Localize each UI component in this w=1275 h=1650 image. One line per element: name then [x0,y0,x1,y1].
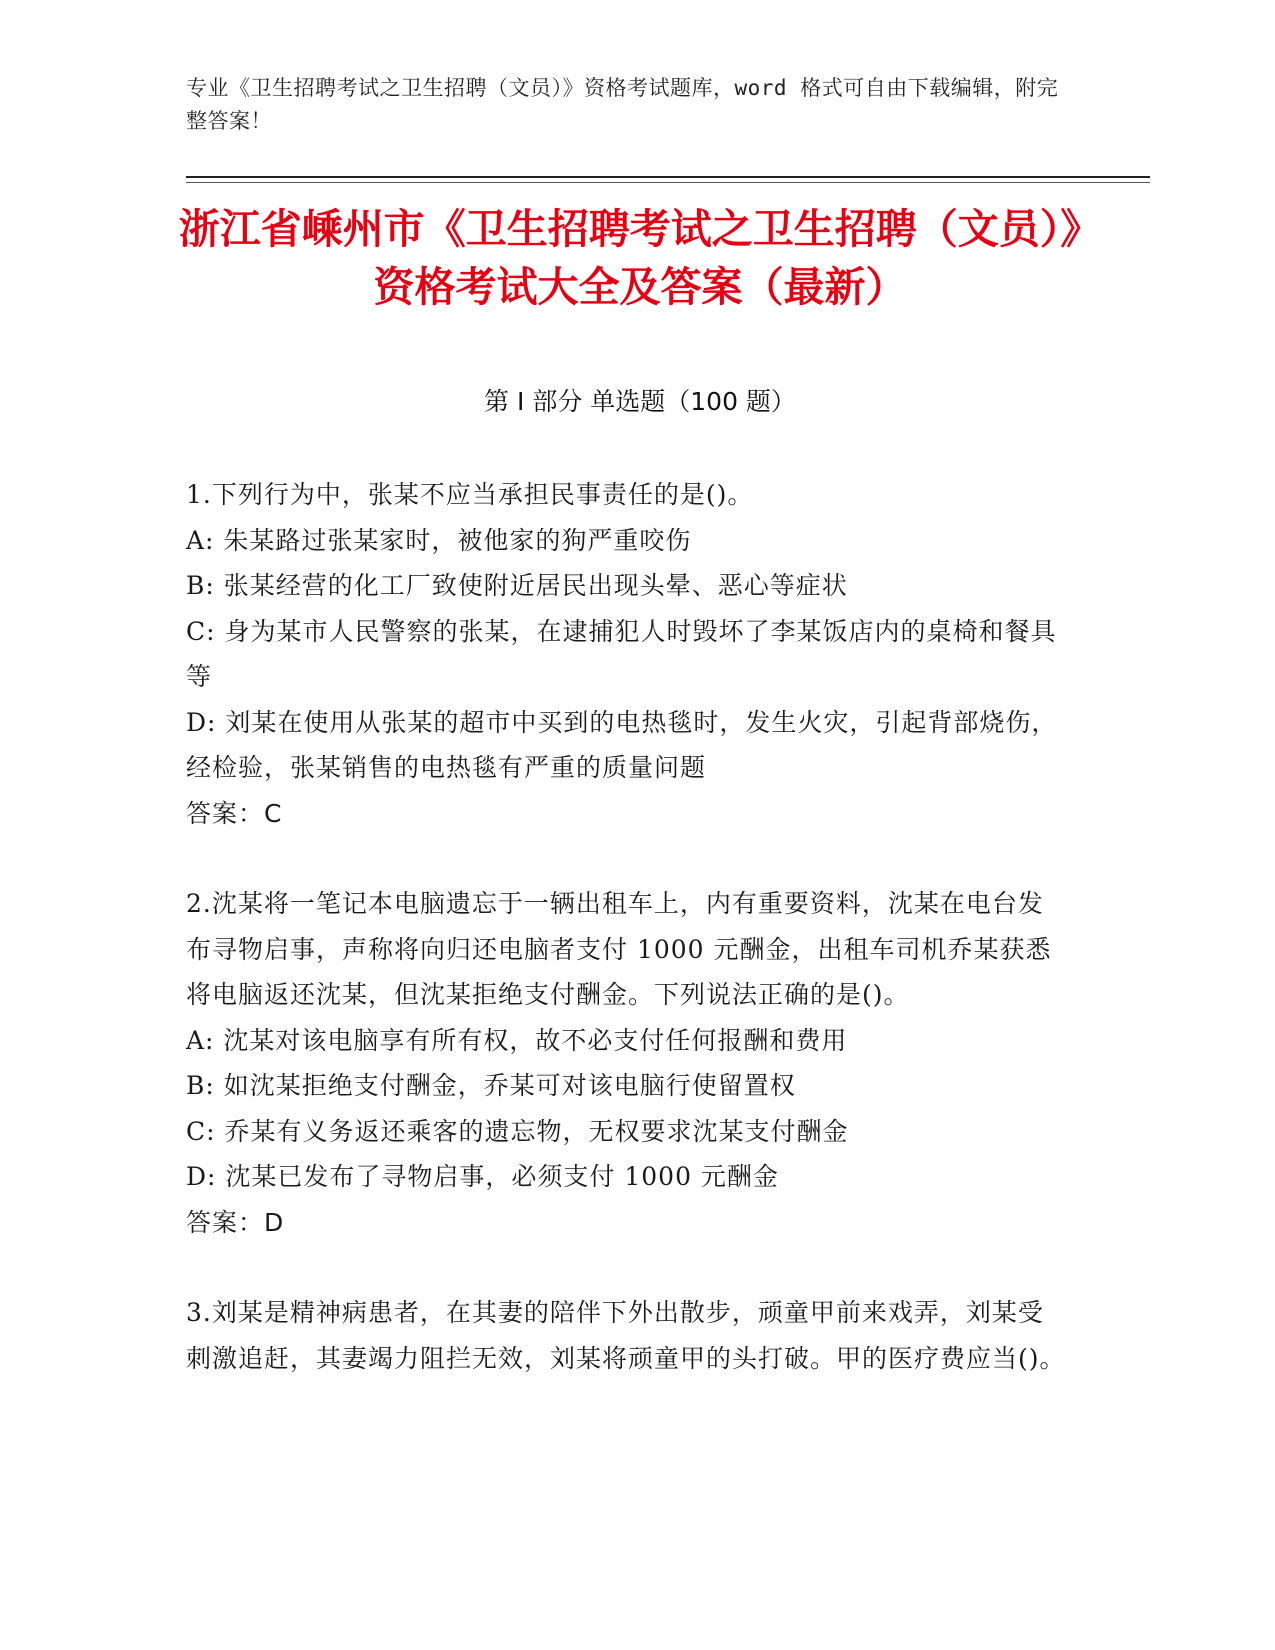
answer-line: 答案：C [186,798,283,828]
question-stem: 1.下列行为中，张某不应当承担民事责任的是()。 [186,480,754,509]
header-note: 专业《卫生招聘考试之卫生招聘（文员）》资格考试题库，word 格式可自由下载编辑，附完整答案！ [186,76,1059,133]
question-1 [186,472,1066,836]
option-c: C: 身为某市人民警察的张某，在逮捕犯人时毁坏了李某饭店内的桌椅和餐具等 [186,616,1057,691]
option-a: A: 朱某路过张某家时，被他家的狗严重咬伤 [186,525,692,555]
question-stem: 3.刘某是精神病患者，在其妻的陪伴下外出散步，顽童甲前来戏弄，刘某受刺激追赶，其妻竭力阻拦无效，刘某将顽童甲的头打破。甲的医疗费应当()。 [186,1298,1066,1373]
option-d: D: 沈某已发布了寻物启事，必须支付 1000 元酬金 [186,1162,779,1191]
option-d: D: 刘某在使用从张某的超市中买到的电热毯时，发生火灾，引起背部烧伤，经检验，张某销售的电热毯有严重的质量问题 [186,707,1058,782]
document-title: 浙江省嵊州市《卫生招聘考试之卫生招聘（文员）》资格考试大全及答案（最新） [178,205,1102,311]
option-c: C: 乔某有义务返还乘客的遗忘物，无权要求沈某支付酬金 [186,1116,849,1146]
header-divider-thick [186,176,1150,178]
header-divider-thin [186,182,1150,183]
section-heading: 第 I 部分 单选题（100 题） [484,387,796,416]
option-b: B: 如沈某拒绝支付酬金，乔某可对该电脑行使留置权 [186,1071,796,1100]
question-list [186,472,1066,1426]
option-b: B: 张某经营的化工厂致使附近居民出现头晕、恶心等症状 [186,571,848,600]
question-3 [186,1290,1066,1381]
question-2 [186,881,1066,1245]
option-a: A: 沈某对该电脑享有所有权，故不必支付任何报酬和费用 [186,1025,848,1055]
answer-line: 答案：D [186,1207,285,1237]
question-stem: 2.沈某将一笔记本电脑遗忘于一辆出租车上，内有重要资料，沈某在电台发布寻物启事，声称将向归还电脑者支付 1000 元酬金，出租车司机乔某获悉将电脑返还沈某，但沈某拒绝支付酬金。下列说法正确的是()。 [186,889,1052,1009]
